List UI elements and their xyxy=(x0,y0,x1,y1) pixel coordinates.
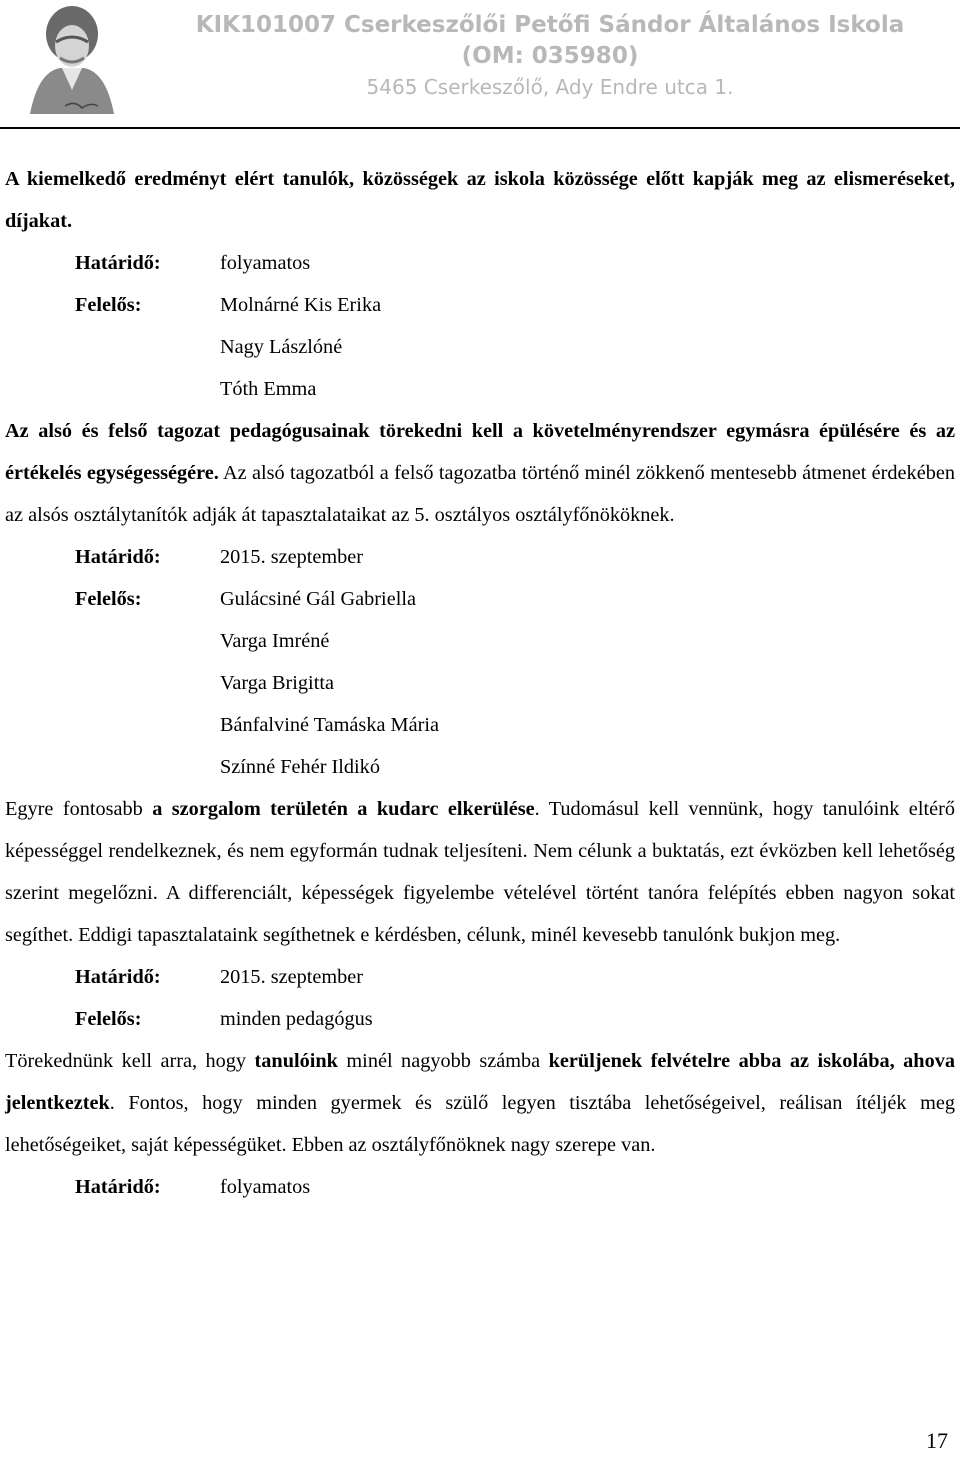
responsible-name: minden pedagógus xyxy=(220,1008,373,1030)
deadline-label: Határidő: xyxy=(75,1176,161,1198)
responsible-row xyxy=(5,704,955,746)
page-number: 17 xyxy=(926,1428,948,1453)
responsible-name: Molnárné Kis Erika xyxy=(220,294,382,316)
responsible-name: Bánfalviné Tamáska Mária xyxy=(220,714,439,736)
bold-text: a szorgalom területén a kudarc elkerülése xyxy=(152,798,535,820)
responsible-name: Varga Imréné xyxy=(220,630,330,652)
body-text: minél nagyobb számba xyxy=(337,1050,549,1072)
responsible-row xyxy=(5,578,955,620)
deadline-value: 2015. szeptember xyxy=(220,546,364,568)
responsible-name: Nagy Lászlóné xyxy=(220,336,343,358)
bold-text: Az alsó és felső tagozat pedagógusainak törekedni kell a követelményrendszer egymásra épülésére és az értékelés egységességére. xyxy=(5,420,955,484)
deadline-value: folyamatos xyxy=(220,252,311,274)
school-header-text xyxy=(150,10,950,103)
deadline-label: Határidő: xyxy=(75,966,161,988)
school-address: 5465 Cserkeszőlő, Ady Endre utca 1. xyxy=(366,75,734,99)
paragraph-admission xyxy=(5,1040,955,1166)
responsible-label: Felelős: xyxy=(75,294,142,316)
responsible-row xyxy=(5,746,955,788)
document-body xyxy=(5,158,955,1208)
responsible-row xyxy=(5,998,955,1040)
page-header xyxy=(0,0,960,128)
body-text: . Fontos, hogy minden gyermek és szülő legyen tisztába lehetőségeivel, reálisan ítéljék meg lehetőségeiket, saját képességüket. Ebben az osztályfőnöknek nagy szerepe van. xyxy=(5,1092,955,1156)
bold-text: tanulóink xyxy=(254,1050,338,1072)
body-text: . Tudomásul kell vennünk, hogy tanulóink eltérő képességgel rendelkeznek, és nem egyformán tudnak teljesíteni. Nem célunk a buktatás, ezt évközben kell lehetőség szerint megelőzni. A differenciált, képességek figyelembe vételével történt tanóra felépítés ebben nagyon sokat segíthet. Eddigi tapasztalataink segíthetnek e kérdésben, célunk, minél kevesebb tanulónk bukjon meg. xyxy=(5,798,955,946)
responsible-row xyxy=(5,620,955,662)
deadline-label: Határidő: xyxy=(75,546,161,568)
header-divider xyxy=(0,127,960,129)
deadline-label: Határidő: xyxy=(75,252,161,274)
deadline-value: folyamatos xyxy=(220,1176,311,1198)
responsible-name: Színné Fehér Ildikó xyxy=(220,756,380,778)
deadline-row xyxy=(5,956,955,998)
body-text: Törekednünk kell arra, hogy xyxy=(5,1050,255,1072)
paragraph-transition xyxy=(5,410,955,536)
petofi-portrait-logo xyxy=(20,2,120,120)
deadline-row xyxy=(5,242,955,284)
deadline-value: 2015. szeptember xyxy=(220,966,364,988)
paragraph-awards: A kiemelkedő eredményt elért tanulók, közösségek az iskola közössége előtt kapják meg az elismeréseket, díjakat. xyxy=(5,168,955,232)
body-text: Egyre fontosabb xyxy=(5,798,153,820)
responsible-name: Gulácsiné Gál Gabriella xyxy=(220,588,416,610)
school-om-id: (OM: 035980) xyxy=(461,43,639,69)
responsible-label: Felelős: xyxy=(75,588,142,610)
responsible-row xyxy=(5,284,955,326)
responsible-row xyxy=(5,662,955,704)
school-name: KIK101007 Cserkeszőlői Petőfi Sándor Általános Iskola xyxy=(195,12,905,38)
responsible-name: Varga Brigitta xyxy=(220,672,334,694)
bold-text: kerüljenek felvételre abba az iskolába, ahova jelentkeztek xyxy=(5,1050,956,1114)
deadline-row xyxy=(5,1166,955,1208)
responsible-row xyxy=(5,368,955,410)
paragraph-diligence xyxy=(5,788,955,956)
responsible-row xyxy=(5,326,955,368)
responsible-name: Tóth Emma xyxy=(220,378,317,400)
deadline-row xyxy=(5,536,955,578)
responsible-label: Felelős: xyxy=(75,1008,142,1030)
body-text: Az alsó tagozatból a felső tagozatba történő minél zökkenő mentesebb átmenet érdekében az alsós osztálytanítók adják át tapasztalataikat az 5. osztályos osztályfőnököknek. xyxy=(5,462,955,526)
